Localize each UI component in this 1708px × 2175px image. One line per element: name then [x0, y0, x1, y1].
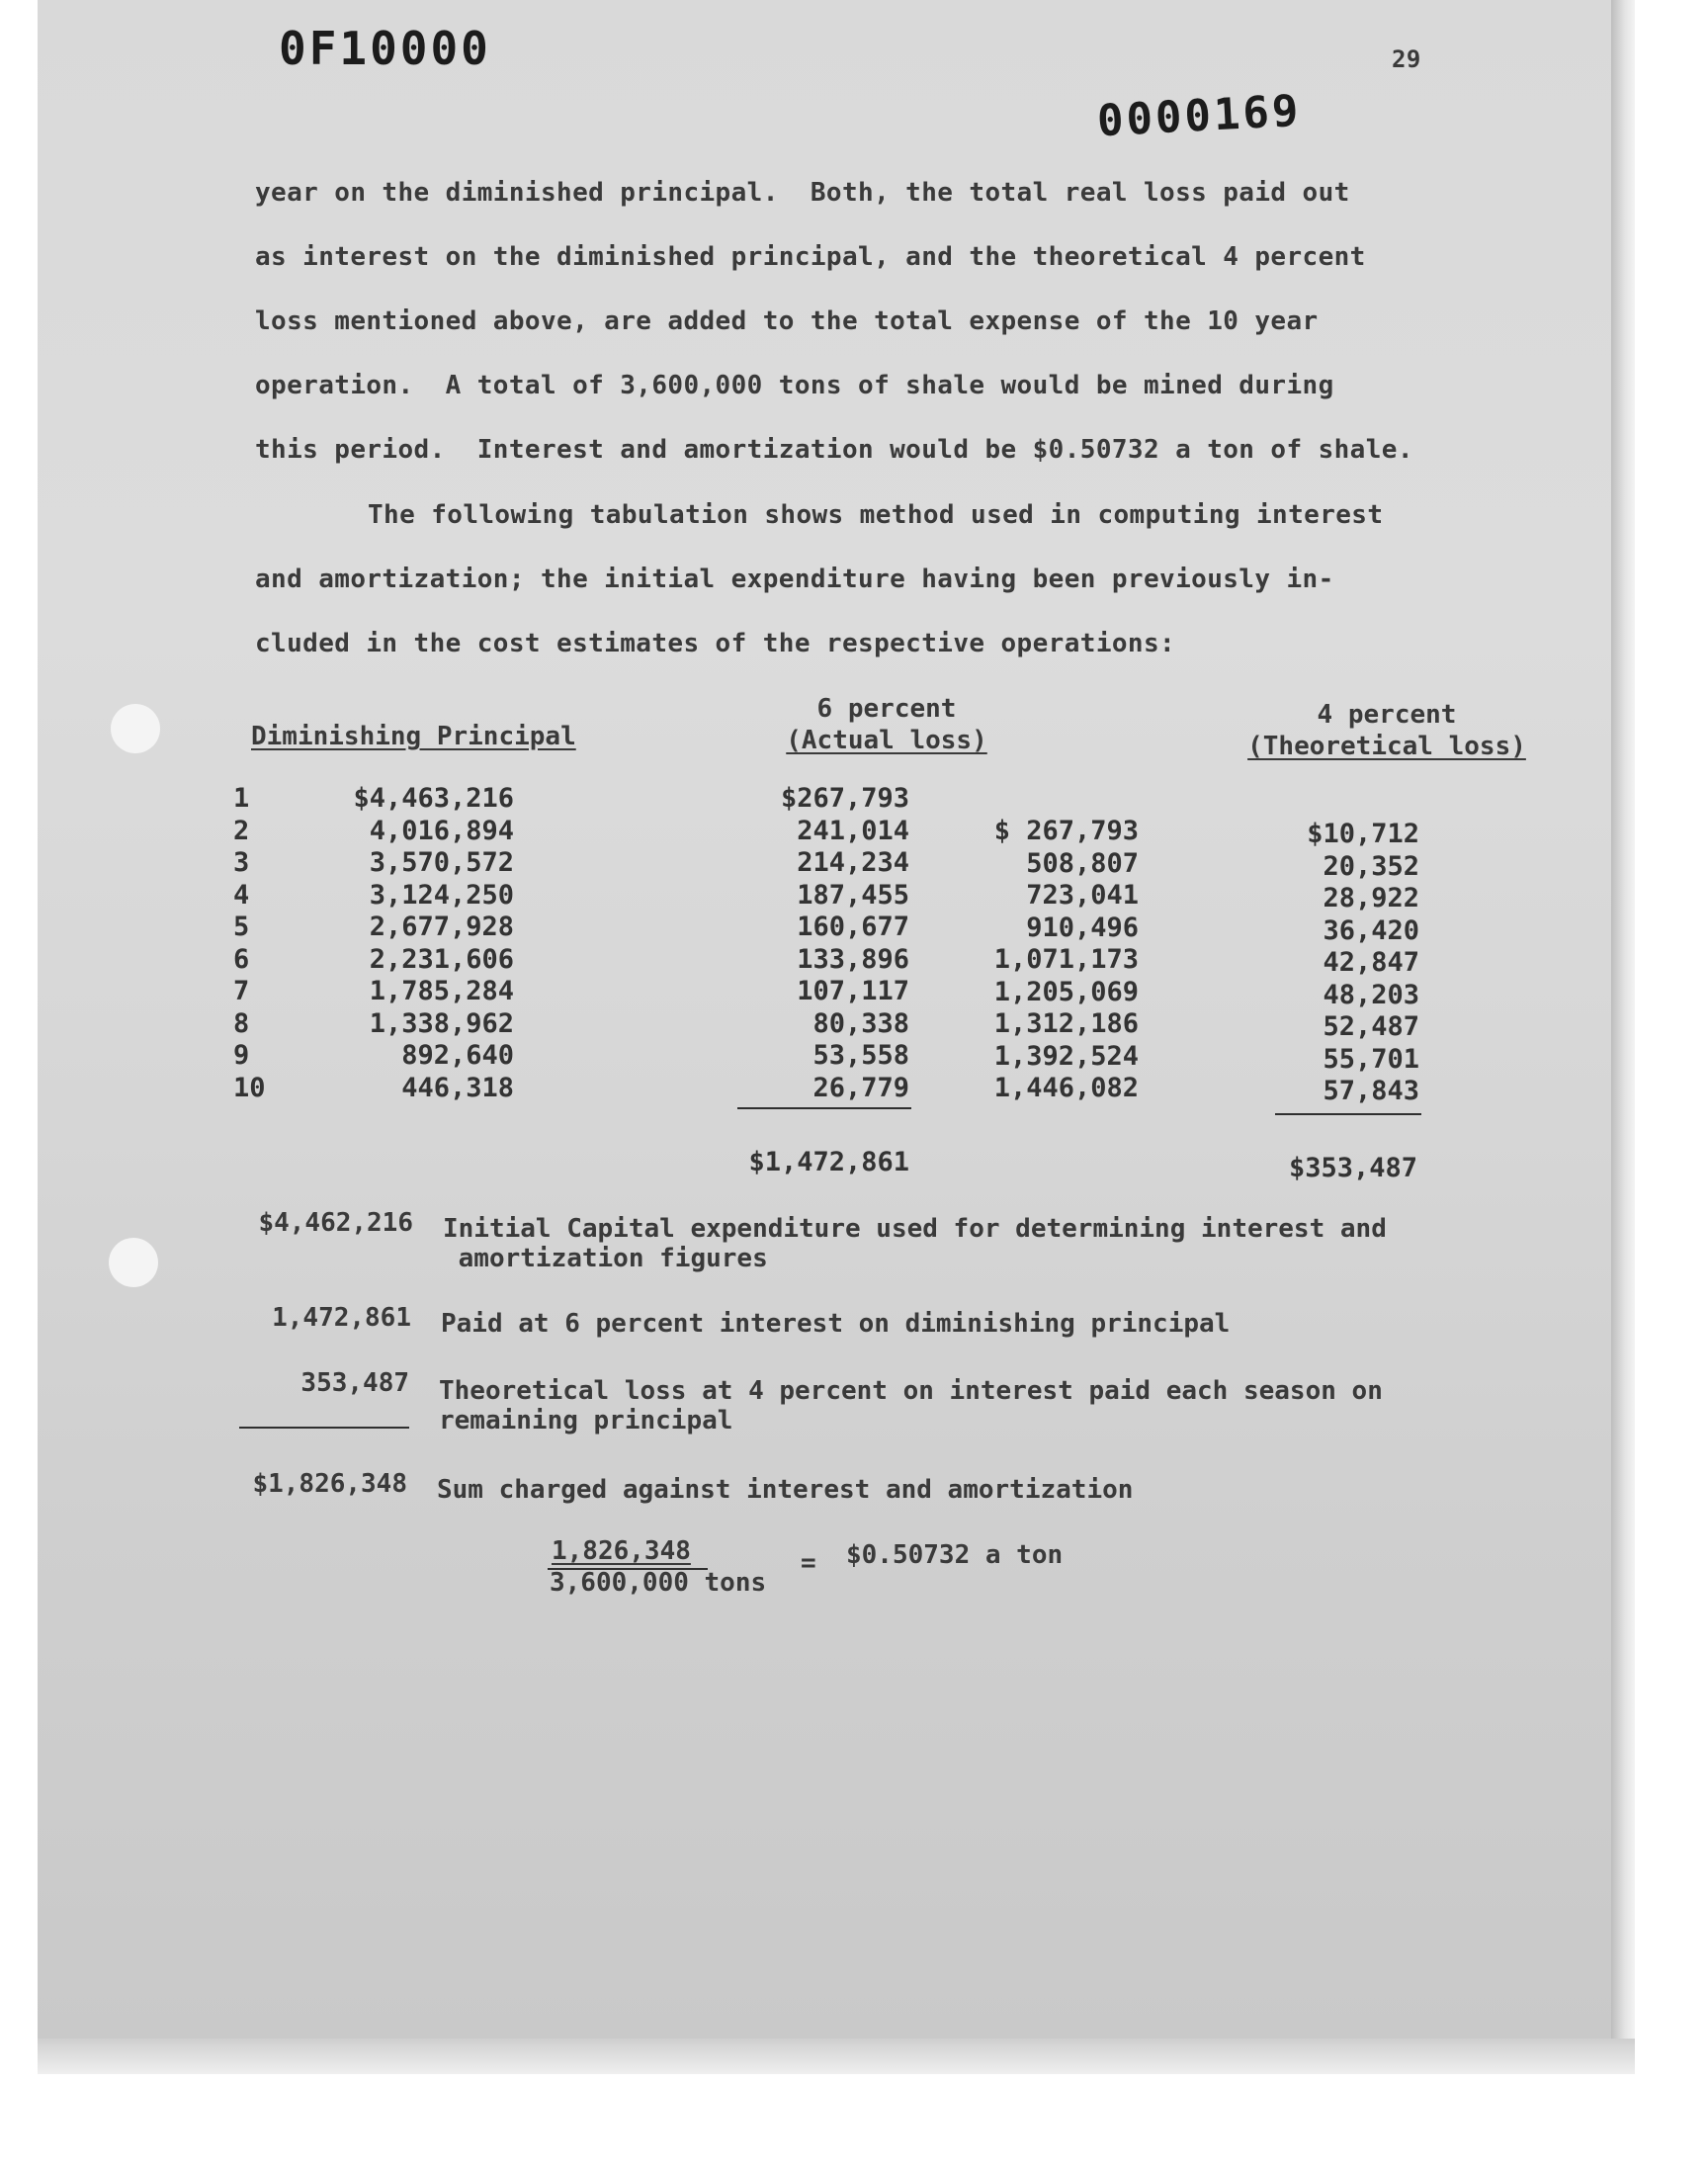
four-percent-cell: 48,203: [1323, 979, 1419, 1010]
four-percent-cell: $10,712: [1307, 819, 1419, 849]
six-percent-cell: 26,779: [812, 1072, 909, 1103]
six-percent-cell: 160,677: [797, 912, 909, 942]
year-cell: 9: [233, 1040, 250, 1071]
six-percent-cell: $267,793: [780, 783, 909, 814]
stamp-left: 0F10000: [279, 22, 491, 75]
formula-denominator: 3,600,000 tons: [550, 1568, 767, 1598]
six-percent-total: $1,472,861: [748, 1147, 909, 1177]
cumulative-cell: $ 267,793: [993, 816, 1139, 846]
text-line: cluded in the cost estimates of the respective operations:: [255, 629, 1176, 658]
text-line: loss mentioned above, are added to the total expense of the 10 year: [255, 306, 1319, 336]
four-percent-cell: 28,922: [1323, 883, 1419, 914]
summary-amount: $4,462,216: [258, 1208, 413, 1238]
six-percent-column: [751, 783, 909, 1104]
four-percent-total: $353,487: [1288, 1153, 1417, 1183]
summary-amount: $1,826,348: [252, 1469, 407, 1499]
summary-text: amortization figures: [443, 1244, 768, 1273]
four-percent-cell: 57,843: [1323, 1076, 1419, 1106]
formula-numerator: 1,826,348: [552, 1536, 691, 1566]
principal-cell: 3,570,572: [369, 847, 514, 878]
principal-cell: $4,463,216: [353, 783, 514, 814]
principal-cell: 2,231,606: [369, 943, 514, 975]
principal-cell: 2,677,928: [369, 912, 514, 942]
six-percent-total-rule: [737, 1107, 911, 1109]
year-cell: 10: [233, 1072, 266, 1103]
four-percent-cell: 52,487: [1323, 1011, 1419, 1042]
four-percent-cell: 36,420: [1323, 914, 1419, 946]
four-percent-cell: 20,352: [1323, 850, 1419, 882]
year-cell: 5: [233, 912, 250, 942]
summary-amount: 353,487: [300, 1368, 409, 1398]
summary-text: remaining principal: [439, 1406, 733, 1436]
cumulative-cell: 1,312,186: [993, 1008, 1139, 1039]
summary-text: Sum charged against interest and amortization: [437, 1475, 1134, 1505]
year-column: [233, 783, 273, 1104]
principal-cell: 892,640: [401, 1040, 514, 1071]
header-diminishing-principal: Diminishing Principal: [251, 722, 576, 751]
header-4-percent: 4 percent: [1317, 700, 1457, 730]
header-actual-loss: (Actual loss): [786, 726, 987, 755]
year-cell: 7: [233, 976, 250, 1006]
year-cell: 4: [233, 879, 250, 911]
summary-text: Paid at 6 percent interest on diminishing principal: [441, 1309, 1231, 1339]
year-cell: 8: [233, 1007, 250, 1039]
four-percent-total-rule: [1275, 1113, 1421, 1115]
header-theoretical-loss: (Theoretical loss): [1247, 732, 1526, 761]
cumulative-cell: 910,496: [1026, 912, 1139, 943]
formula-equals: =: [801, 1548, 816, 1578]
text-line: as interest on the diminished principal, and the theoretical 4 percent: [255, 242, 1366, 272]
scan-edge-bottom: [38, 2039, 1635, 2074]
four-percent-cell: 42,847: [1323, 947, 1419, 978]
page-number: 29: [1392, 45, 1421, 73]
stamp-right: 0000169: [1095, 85, 1303, 147]
text-line: operation. A total of 3,600,000 tons of shale would be mined during: [255, 371, 1334, 400]
cumulative-cell: 1,392,524: [993, 1040, 1139, 1072]
header-6-percent: 6 percent: [816, 694, 957, 724]
summary-text: Initial Capital expenditure used for determining interest and: [443, 1214, 1387, 1244]
punch-hole-top: [111, 704, 160, 753]
six-percent-cell: 107,117: [797, 976, 909, 1006]
six-percent-cell: 133,896: [797, 943, 909, 975]
text-line: The following tabulation shows method used in computing interest: [368, 500, 1384, 530]
principal-cell: 1,338,962: [369, 1007, 514, 1039]
year-cell: 1: [233, 783, 250, 814]
formula-result: $0.50732 a ton: [846, 1540, 1064, 1570]
text-line: this period. Interest and amortization would be $0.50732 a ton of shale.: [255, 435, 1413, 465]
text-line: year on the diminished principal. Both, the total real loss paid out: [255, 178, 1350, 208]
cumulative-cell: 508,807: [1026, 847, 1139, 879]
four-percent-column: [1275, 819, 1419, 1108]
year-cell: 3: [233, 847, 250, 878]
principal-cell: 1,785,284: [369, 976, 514, 1006]
cumulative-cell: 1,205,069: [993, 976, 1139, 1007]
summary-total-rule: [239, 1427, 409, 1429]
year-cell: 2: [233, 815, 250, 846]
cumulative-cell: 723,041: [1026, 880, 1139, 911]
punch-hole-bottom: [109, 1238, 158, 1287]
year-cell: 6: [233, 943, 250, 975]
summary-text: Theoretical loss at 4 percent on interest paid each season on: [439, 1376, 1383, 1406]
six-percent-cell: 187,455: [797, 879, 909, 911]
six-percent-cell: 53,558: [812, 1040, 909, 1071]
text-line: and amortization; the initial expenditure having been previously in-: [255, 565, 1334, 594]
cumulative-cell: 1,446,082: [993, 1073, 1139, 1103]
summary-amount: 1,472,861: [272, 1303, 411, 1333]
scan-edge-right: [1611, 0, 1635, 2074]
cumulative-column: [949, 816, 1139, 1105]
six-percent-cell: 241,014: [797, 815, 909, 846]
principal-cell: 3,124,250: [369, 879, 514, 911]
six-percent-cell: 80,338: [812, 1007, 909, 1039]
six-percent-cell: 214,234: [797, 847, 909, 878]
cumulative-cell: 1,071,173: [993, 944, 1139, 975]
four-percent-cell: 55,701: [1323, 1043, 1419, 1075]
principal-cell: 4,016,894: [369, 815, 514, 846]
principal-cell: 446,318: [401, 1072, 514, 1103]
principal-column: [326, 783, 514, 1104]
